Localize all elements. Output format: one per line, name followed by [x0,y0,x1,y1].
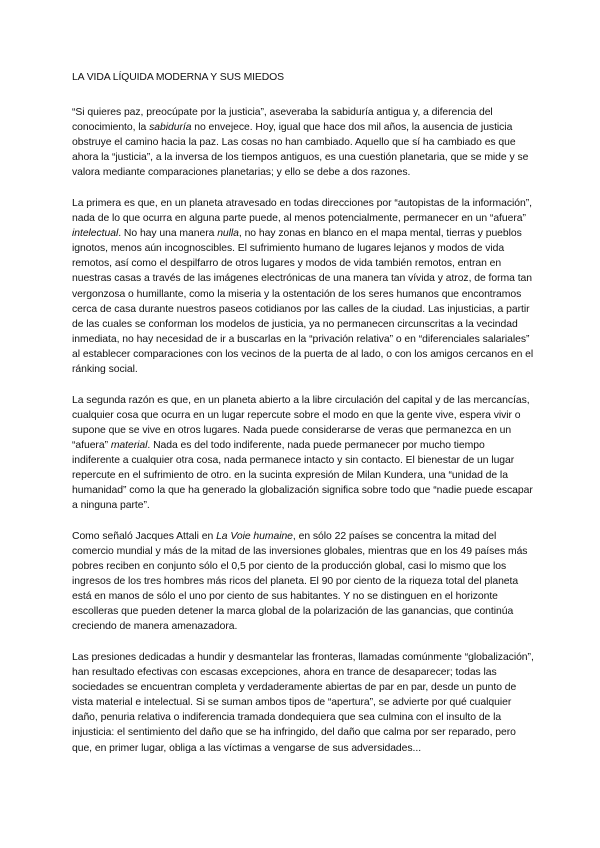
paragraph [72,529,534,635]
italic-text: La Voie humaine [216,530,293,542]
paragraph-text: Como señaló Jacques Attali en [72,530,217,542]
paragraph-text: Las presiones dedicadas a hundir y desmantelar las fronteras, llamadas comúnmente “globalización”, han resultado efectivas con escasas excepciones, ahora en trance de desaparecer; todas las sociedades se encuentran completa y verdaderamente abiertas de par en par, desde un punto de vista material e intelectual. Si se suman ambos tipos de “apertura”, se advierte por qué cualquier daño, penuria relativa o indiferencia tramada dondequiera que sea culmina con el insulto de la injusticia: el sentimiento del daño que se ha infringido, del daño que calma por ser reparado, pero que, en primer lugar, obliga a las víctimas a vengarse de sus adversidades... [72,652,534,754]
paragraph [72,650,534,756]
paragraph-text: , en sólo 22 países se concentra la mitad del comercio mundial y más de la mitad de las inversiones globales, mientras que en los 49 países más pobres reciben en conjunto sólo el 0,5 por ciento de la producción global, casi lo mismo que los ingresos de los tres hombres más ricos del planeta. El 90 por ciento de la riqueza total del planeta está en manos de sólo el uno por ciento de sus habitantes. Y no se distinguen en el horizonte escolleras que pueden detener la marca global de la polarización de las ganancias, que continúa creciendo de manera amenazadora. [72,530,528,633]
document-body [72,70,534,771]
italic-text: sabiduría [149,122,192,134]
paragraph [72,196,534,377]
paragraph-text: “Si quieres paz, preocúpate por la justicia”, aseveraba la sabiduría antigua y, a diferencia del conocimiento, la [72,107,493,134]
paragraph [72,105,534,180]
italic-text: intelectual [72,228,119,240]
italic-text: nulla [217,228,239,240]
paragraph [72,393,534,514]
paragraph-text: , no hay zonas en blanco en el mapa mental, tierras y pueblos ignotos, menos aún incognoscibles. El sufrimiento humano de lugares lejanos y modos de vida remotos, así como el despilfarro de otros lugares y modos de vida también remotos, entran en nuestras casas a través de las imágenes electrónicas de una manera tan vívida y atroz, de forma tan vergonzosa o humillante, como la miseria y la ostentación de los seres humanos que encontramos cerca de casa durante nuestros paseos cotidianos por las calles de la ciudad. Las injusticias, a partir de las cuales se conforman los modelos de justicia, ya no permanecen circunscritas a la vecindad inmediata, no hay necesidad de ir a buscarlas en la “privación relativa” o en “diferenciales salariales” al establecer comparaciones con los vecinos de la puerta de al lado, o con los amigos cercanos en el ránking social. [72,228,534,375]
document-title: LA VIDA LÍQUIDA MODERNA Y SUS MIEDOS [72,72,284,83]
paragraph-text: . No hay una manera [118,228,218,240]
paragraph-text: . Nada es del todo indiferente, nada puede permanecer por mucho tiempo indiferente a cualquier otra cosa, nada permanece intacto y sin contacto. El bienestar de un lugar repercute en el sufrimiento de otro. en la sucinta expresión de Milan Kundera, una “unidad de la humanidad” como la que ha generado la globalización significa sobre todo que “nadie puede escapar a ninguna parte”. [72,439,533,512]
paragraph-text: no envejece. Hoy, igual que hace dos mil años, la ausencia de justicia obstruye el camino hacia la paz. Las cosas no han cambiado. Aquello que sí ha cambiado es que ahora la “justicia”, a la inversa de los tiempos antiguos, es una cuestión planetaria, que se mide y se valora mediante comparaciones planetarias; y ello se debe a dos razones. [72,122,529,179]
italic-text: material [110,439,148,451]
paragraph-text: La primera es que, en un planeta atravesado en todas direcciones por “autopistas de la información”, nada de lo que ocurra en alguna parte puede, al menos potencialmente, permanecer en un “afuera” [72,197,532,225]
paragraph-list [72,105,534,756]
paragraph-text: La segunda razón es que, en un planeta abierto a la libre circulación del capital y de las mercancías, cualquier cosa que ocurra en un lugar repercute sobre el modo en que la gente vive, espera vivir o supone que se vive en otros lugares. Nada puede considerarse de veras que permanezca en un “afuera” [72,394,530,451]
